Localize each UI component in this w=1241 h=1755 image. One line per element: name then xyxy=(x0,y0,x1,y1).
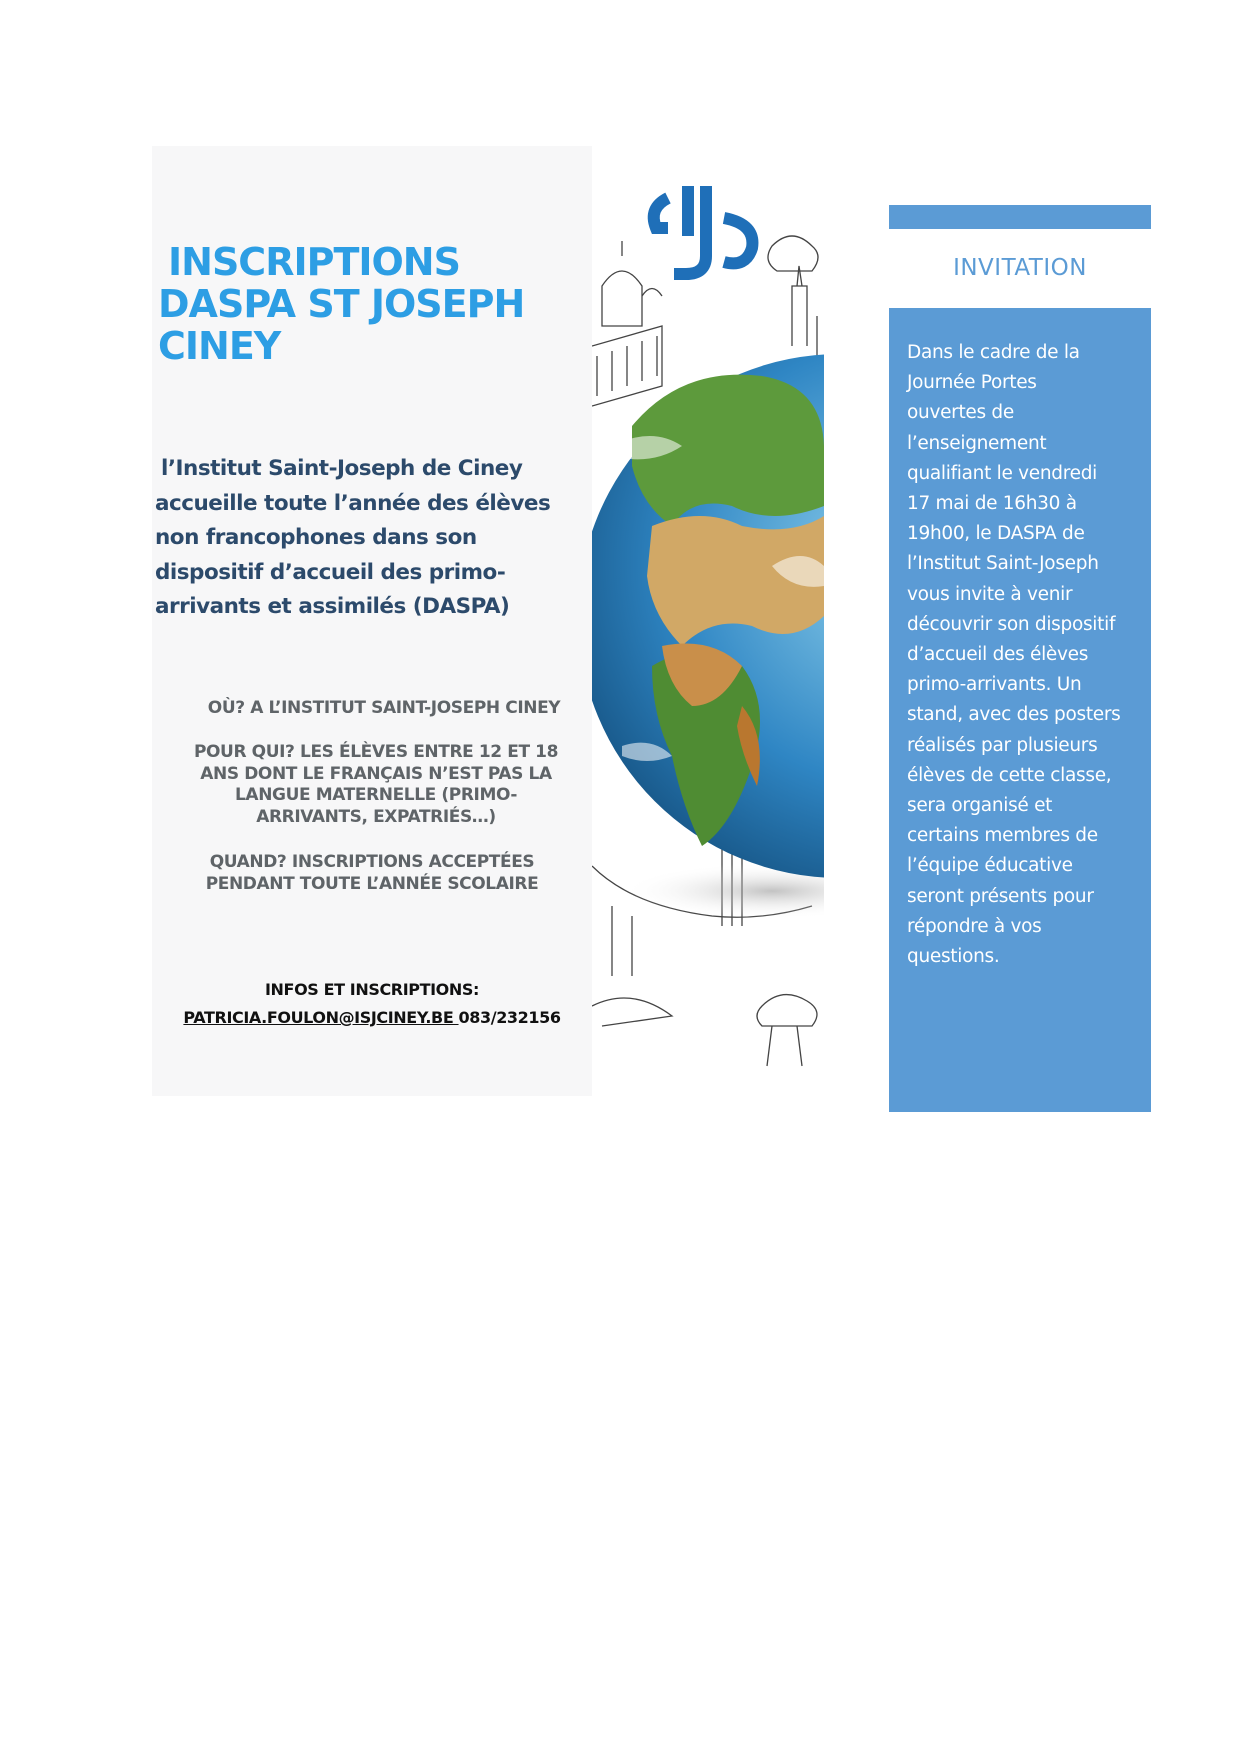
sidebar-line: 17 mai de 16h30 à xyxy=(907,493,1077,515)
globe-landmarks-illustration xyxy=(592,146,824,1096)
sidebar-accent-bar xyxy=(889,205,1151,229)
flyer-title-line: INSCRIPTIONS xyxy=(168,240,460,284)
info-line: QUAND? INSCRIPTIONS ACCEPTÉES xyxy=(209,852,535,872)
sidebar-line: sera organisé et xyxy=(907,795,1053,817)
intro-line: l’Institut Saint-Joseph de Ciney xyxy=(161,456,523,481)
flyer-title-line: CINEY xyxy=(158,324,281,368)
info-line: PENDANT TOUTE L’ANNÉE SCOLAIRE xyxy=(205,873,539,894)
info-line: LANGUE MATERNELLE (PRIMO- xyxy=(235,785,517,805)
intro-line: arrivants et assimilés (DASPA) xyxy=(155,594,510,619)
sidebar-line: seront présents pour xyxy=(907,885,1094,907)
sidebar-line: certains membres de xyxy=(907,825,1098,847)
sidebar-line: l’équipe éducative xyxy=(907,855,1073,877)
sidebar-line: Dans le cadre de la xyxy=(907,342,1080,363)
sidebar-line: 19h00, le DASPA de xyxy=(907,523,1085,545)
contact-heading: INFOS ET INSCRIPTIONS: xyxy=(265,980,479,999)
sidebar-line: stand, avec des posters xyxy=(907,704,1121,726)
sidebar-invitation-box xyxy=(889,308,1151,1112)
intro-line: accueille toute l’année des élèves xyxy=(155,490,551,516)
sidebar-line: l’enseignement xyxy=(907,432,1047,454)
sidebar-invitation-text xyxy=(907,338,1141,972)
info-who xyxy=(156,742,596,828)
isj-logo-icon xyxy=(644,178,770,288)
sidebar-line: questions. xyxy=(907,946,1000,968)
contact-email-link[interactable]: PATRICIA.FOULON@ISJCINEY.BE xyxy=(183,1008,459,1027)
info-line: ARRIVANTS, EXPATRIÉS…) xyxy=(256,806,496,827)
sidebar-line: réalisés par plusieurs xyxy=(907,734,1098,756)
sidebar-line: ouvertes de xyxy=(907,402,1014,424)
illustration-panel xyxy=(592,146,824,1096)
sidebar-line: découvrir son dispositif xyxy=(907,613,1116,635)
sidebar-line: d’accueil des élèves xyxy=(907,644,1089,666)
sidebar-line: l’Institut Saint-Joseph xyxy=(907,553,1099,575)
sidebar-line: répondre à vos xyxy=(907,915,1042,937)
flyer-text-panel xyxy=(152,146,592,1096)
info-when xyxy=(152,852,592,895)
intro-line: non francophones dans son xyxy=(155,525,477,550)
intro-line: dispositif d’accueil des primo- xyxy=(155,559,506,585)
info-line: ANS DONT LE FRANÇAIS N’EST PAS LA xyxy=(200,763,552,784)
contact-block xyxy=(152,976,592,1032)
info-where xyxy=(164,698,604,720)
sidebar-heading: INVITATION xyxy=(953,255,1087,281)
sidebar-line: qualifiant le vendredi xyxy=(907,462,1097,484)
sidebar-line: vous invite à venir xyxy=(907,583,1073,605)
sidebar-line: primo-arrivants. Un xyxy=(907,674,1082,696)
info-line: OÙ? A L’INSTITUT SAINT-JOSEPH CINEY xyxy=(207,698,561,718)
contact-phone: 083/232156 xyxy=(458,1008,561,1027)
flyer-title-line: DASPA ST JOSEPH xyxy=(158,282,525,326)
sidebar-line: élèves de cette classe, xyxy=(907,764,1112,786)
flyer-image xyxy=(152,146,824,1096)
flyer-intro xyxy=(155,452,585,625)
contact-line xyxy=(152,1004,592,1032)
info-line: POUR QUI? LES ÉLÈVES ENTRE 12 ET 18 xyxy=(193,742,559,762)
flyer-title xyxy=(158,241,598,367)
sidebar-line: Journée Portes xyxy=(907,372,1037,394)
